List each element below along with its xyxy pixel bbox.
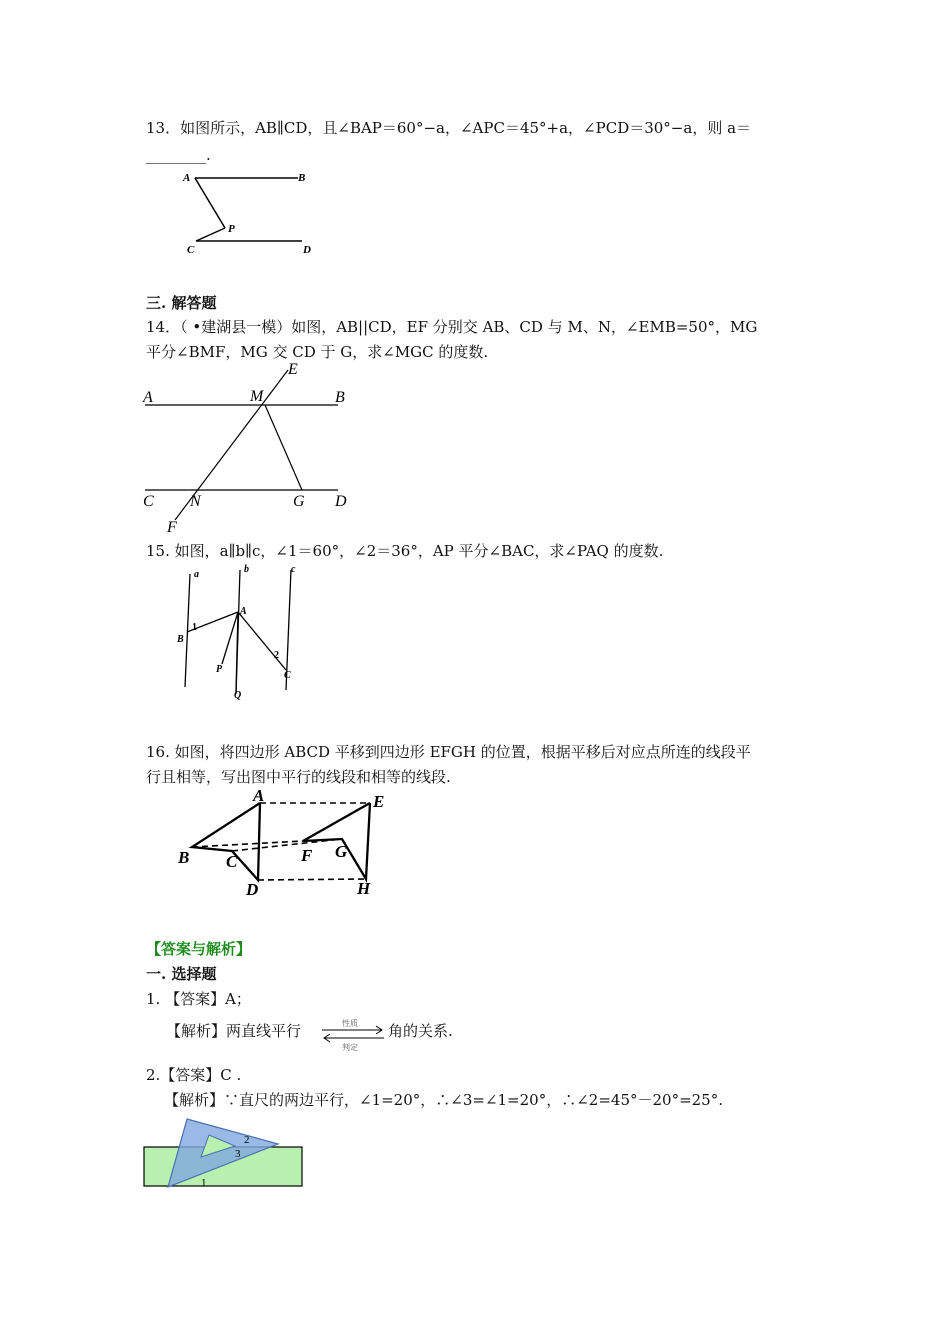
label-d: D: [246, 880, 259, 899]
q15-figure: [170, 562, 310, 702]
q14-line1: 14．（ •建湖县一模）如图，AB||CD，EF 分别交 AB、CD 与 M、N，∠EMB=50°，MG: [146, 318, 758, 336]
label-g: G: [335, 842, 348, 861]
label-a: A: [253, 786, 265, 805]
dash-dh: [258, 879, 366, 880]
label-d: D: [303, 244, 311, 256]
arrow-top-label: 性质: [342, 1019, 358, 1028]
label-m: M: [250, 388, 264, 405]
a2-analysis: 【解析】∵直尺的两边平行，∠1=20°，∴∠3=∠1=20°，∴∠2=45°－20°=25°.: [164, 1091, 723, 1109]
arrow-bottom-label: 判定: [342, 1043, 358, 1052]
q13-figure: [170, 166, 330, 260]
a1-arrow: [320, 1016, 386, 1056]
label-b-point: B: [177, 634, 184, 645]
label-q: Q: [234, 690, 242, 701]
label-c: C: [143, 493, 154, 510]
label-a: A: [143, 389, 153, 406]
label-e: E: [288, 361, 298, 378]
label-angle1: 1: [201, 1177, 207, 1189]
q16-line1: 16. 如图，将四边形 ABCD 平移到四边形 EFGH 的位置，根据平移后对应点所连的线段平: [146, 743, 751, 761]
label-f: F: [167, 519, 177, 536]
line-mg: [265, 405, 302, 490]
a1-answer: 1. 【答案】A；: [146, 990, 251, 1008]
answers-section1: 一. 选择题: [146, 965, 217, 983]
label-p: P: [216, 664, 223, 675]
label-b-line: b: [244, 564, 249, 575]
a1-analysis-suffix: 角的关系.: [388, 1022, 453, 1040]
q16-line2: 行且相等，写出图中平行的线段和相等的线段.: [146, 768, 451, 786]
label-e: E: [373, 792, 385, 811]
label-h: H: [357, 879, 371, 898]
quad-efgh: [303, 803, 370, 879]
dash-cg: [232, 839, 342, 851]
label-c: C: [187, 244, 195, 256]
label-c-point: C: [284, 670, 291, 681]
line-ac: [238, 612, 286, 670]
label-angle3: 3: [235, 1148, 241, 1160]
label-b: B: [335, 389, 345, 406]
q14-figure: [140, 360, 360, 536]
line-pc: [196, 228, 225, 241]
line-ap: [195, 178, 225, 228]
label-n: N: [190, 493, 201, 510]
q15-text: 15. 如图，a∥b∥c，∠1＝60°，∠2＝36°，AP 平分∠BAC，求∠PAQ 的度数.: [146, 542, 664, 560]
label-d: D: [335, 493, 347, 510]
label-b: B: [298, 172, 306, 184]
q16-figure: [170, 785, 400, 900]
label-c: C: [226, 852, 238, 871]
label-a: A: [183, 172, 191, 184]
a2-answer: 2.【答案】C .: [146, 1066, 242, 1084]
a1-analysis-prefix: 【解析】两直线平行: [166, 1022, 302, 1040]
label-a-line: a: [194, 569, 199, 580]
label-angle1: 1: [192, 622, 197, 633]
q13-blank: ________.: [146, 146, 211, 164]
a2-figure: [143, 1117, 305, 1191]
label-angle2: 2: [274, 650, 279, 661]
label-a-point: A: [240, 606, 247, 617]
q13-text: 13．如图所示，AB∥CD，且∠BAP＝60°−a，∠APC＝45°+a，∠PCD＝30°−a，则 a＝: [146, 119, 752, 137]
line-ap: [222, 612, 238, 664]
q14-line2: 平分∠BMF，MG 交 CD 于 G，求∠MGC 的度数.: [146, 343, 489, 361]
label-p: P: [228, 223, 235, 235]
label-angle2: 2: [244, 1134, 250, 1146]
section3-heading: 三. 解答题: [146, 294, 217, 312]
label-c-line: c: [291, 564, 296, 575]
answers-heading: 【答案与解析】: [146, 940, 252, 958]
label-b: B: [178, 848, 190, 867]
label-f: F: [301, 846, 313, 865]
dash-bf: [192, 841, 303, 847]
label-g: G: [293, 493, 305, 510]
